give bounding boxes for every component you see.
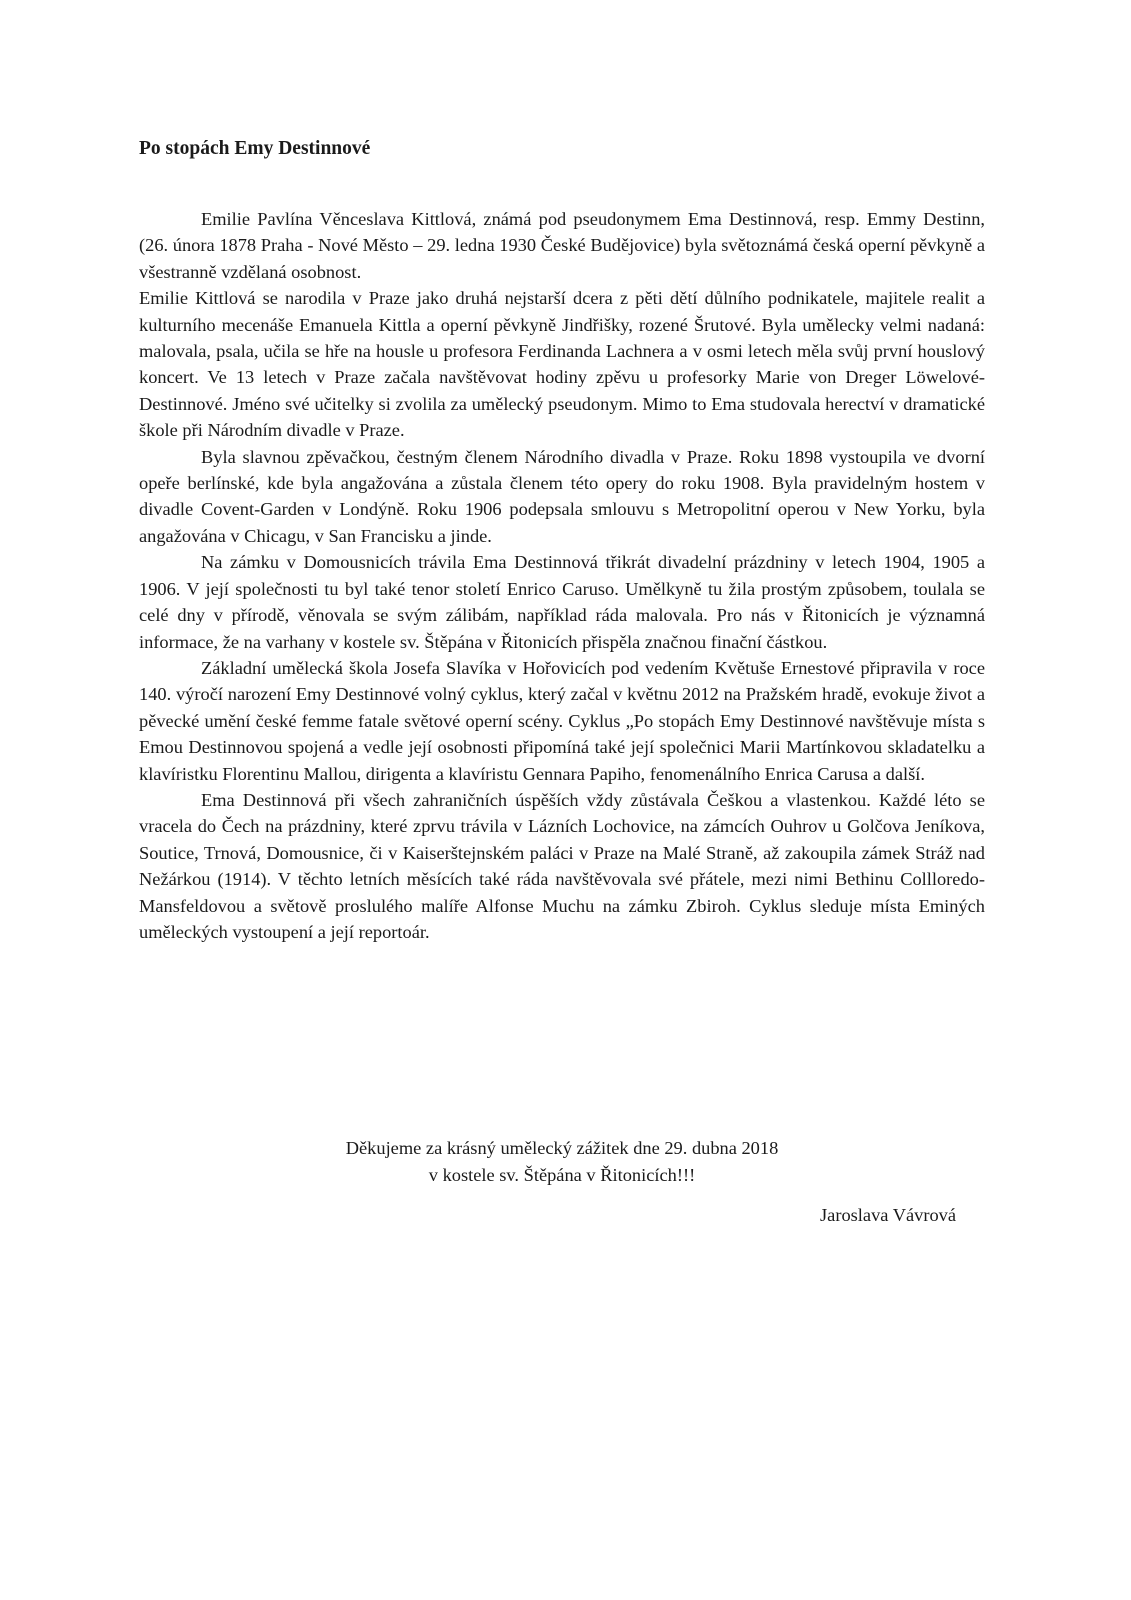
closing-line-1: Děkujeme za krásný umělecký zážitek dne 29. dubna 2018	[345, 1138, 779, 1158]
author-signature: Jaroslava Vávrová	[820, 1205, 957, 1225]
paragraph-childhood: Emilie Kittlová se narodila v Praze jako druhá nejstarší dcera z pěti dětí důlního podnikatele, majitele realit a kulturního mecenáše Emanuela Kittla a operní pěvkyně Jindřišky, rozené Šrutové. Byla umělecky velmi nadaná: malovala, psala, učila se hře na housle u profesora Ferdinanda Lachnera a v osmi letech měla svůj první houslový koncert. Ve 13 letech v Praze začala navštěvovat hodiny zpěvu u profesorky Marie von Dreger Löwelové-Destinnové. Jméno své učitelky si zvolila za umělecký pseudonym. Mimo to Ema studovala herectví v dramatické škole při Národním divadle v Praze.	[139, 288, 985, 441]
document-title: Po stopách Emy Destinnové	[139, 138, 371, 159]
body-text	[139, 206, 985, 945]
paragraph-career: Byla slavnou zpěvačkou, čestným členem Národního divadla v Praze. Roku 1898 vystoupila ve dvorní opeře berlínské, kde byla angažována a zůstala členem této opery do roku 1908. Byla pravidelným hostem v divadle Covent-Garden v Londýně. Roku 1906 podepsala smlouvu s Metropolitní operou v New Yorku, byla angažována v Chicagu, v San Francisku a jinde.	[139, 446, 985, 546]
paragraph-intro: Emilie Pavlína Věnceslava Kittlová, známá pod pseudonymem Ema Destinnová, resp. Emmy Destinn, (26. února 1878 Praha - Nové Město – 29. ledna 1930 České Budějovice) byla světoznámá česká operní pěvkyně a všestranně vzdělaná osobnost.	[139, 209, 985, 282]
paragraph-cycle: Základní umělecká škola Josefa Slavíka v Hořovicích pod vedením Květuše Ernestové připravila v roce 140. výročí narození Emy Destinnové volný cyklus, který začal v květnu 2012 na Pražském hradě, evokuje život a pěvecké umění české femme fatale světové operní scény. Cyklus „Po stopách Emy Destinnové navštěvuje místa s Emou Destinnovou spojená a vedle její osobnosti připomíná také její společnici Marii Martínkovou skladatelku a klavíristku Florentinu Mallou, dirigenta a klavíristu Gennara Papiho, fenomenálního Enrica Carusa a další.	[139, 657, 985, 784]
paragraph-patriotism: Ema Destinnová při všech zahraničních úspěších vždy zůstávala Češkou a vlastenkou. Každé léto se vracela do Čech na prázdniny, které zprvu trávila v Lázních Lochovice, na zámcích Ouhrov u Golčova Jeníkova, Soutice, Trnová, Domousnice, či v Kaiserštejnském paláci v Praze na Malé Straně, až zakoupila zámek Stráž nad Nežárkou (1914). V těchto letních měsících také ráda navštěvovala své přátele, mezi nimi Bethinu Collloredo-Mansfeldovou a světově proslulého malíře Alfonse Muchu na zámku Zbiroh. Cyklus sleduje místa Eminých uměleckých vystoupení a její reportoár.	[139, 789, 985, 942]
closing-line-2: v kostele sv. Štěpána v Řitonicích!!!	[428, 1165, 696, 1185]
paragraph-domousnice: Na zámku v Domousnicích trávila Ema Destinnová třikrát divadelní prázdniny v letech 1904, 1905 a 1906. V její společnosti tu byl také tenor století Enrico Caruso. Umělkyně tu žila prostým způsobem, toulala se celé dny v přírodě, věnovala se svým zálibám, například ráda malovala. Pro nás v Řitonicích je významná informace, že na varhany v kostele sv. Štěpána v Řitonicích přispěla značnou finační částkou.	[139, 552, 985, 652]
closing-thanks	[139, 1135, 985, 1189]
